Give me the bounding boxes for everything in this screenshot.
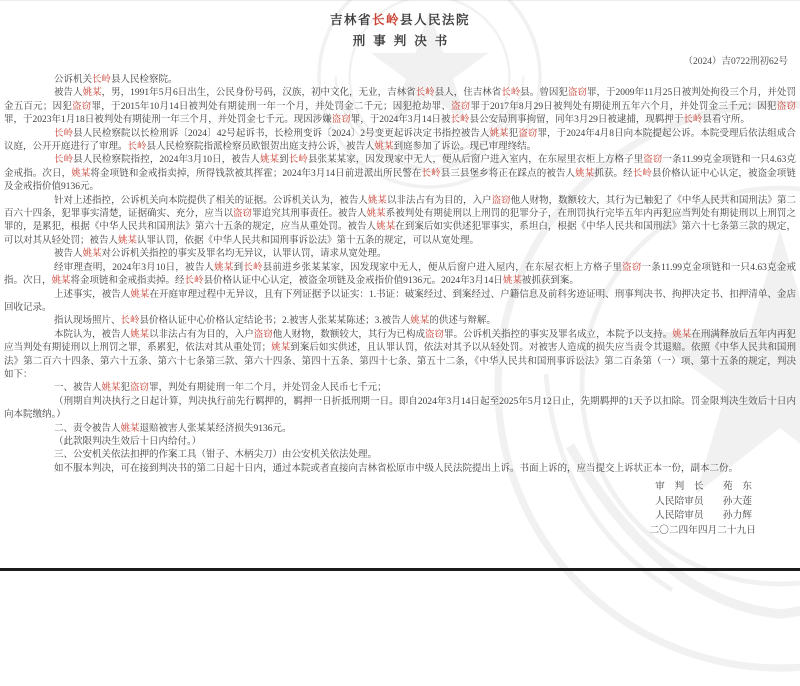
body-paragraph — [4, 128, 796, 155]
highlighted-term: 姚某 — [82, 249, 102, 260]
highlighted-term: 姚某 — [130, 329, 150, 340]
judgment-date: 二〇二四年四月二十九日 — [649, 524, 756, 536]
text-run: 县人民检察院指控，2024年3月10日，被告人 — [73, 155, 260, 166]
highlighted-term: 盗窃 — [233, 209, 253, 220]
body-paragraph — [4, 289, 796, 316]
text-run: 县价格认证中心认定，被盗金项链及金戒指价值9136元。 — [4, 168, 796, 193]
text-run: 针对上述指控，公诉机关向本院提供了相关的证据。公诉机关认为，被告人 — [54, 195, 368, 206]
text-run: 县人，住吉林省 — [434, 88, 502, 99]
highlighted-term: 盗窃 — [331, 115, 351, 126]
highlighted-term: 长岭 — [501, 88, 521, 99]
text-run: 罪，于2024年4月8日向本院提起公诉。本院受理后依法组成合议庭，公开开庭进行了审理。 — [4, 128, 796, 153]
highlighted-term: 姚某 — [259, 155, 280, 166]
text-run: 县三县堡乡将正在踩点的被告人 — [440, 168, 576, 179]
highlighted-term: 长岭 — [450, 115, 470, 126]
highlighted-term: 姚某 — [271, 343, 291, 354]
text-run: 本院认为，被告人 — [54, 329, 131, 340]
highlighted-term: 姚某 — [374, 142, 394, 153]
text-run: 县价格认证中心认定，被盗金项链及金戒指价值9136元。2024年3月14日 — [203, 276, 503, 287]
text-run: 上述事实，被告人 — [54, 289, 131, 300]
highlighted-term: 长岭 — [683, 115, 703, 126]
case-number: （2024）吉0722刑初62号 — [683, 57, 788, 67]
highlighted-term: 长岭 — [243, 262, 263, 273]
highlighted-term: 长岭 — [120, 316, 140, 327]
body-paragraph — [4, 262, 796, 289]
body-paragraph — [4, 396, 796, 423]
body-paragraph — [4, 449, 796, 462]
text-run: （刑期自判决执行之日起计算，判决执行前先行羁押的，羁押一日折抵刑期一日。即自2024年3月14日起至2025年5月12日止，先期羁押的1天予以扣除。罚金限判决生效后十日内向本院缴纳。） — [4, 396, 796, 421]
body-paragraph — [4, 154, 796, 194]
highlighted-term: 长岭 — [54, 128, 74, 139]
highlighted-term: 长岭 — [632, 168, 652, 179]
doc-title: 刑事判决书 — [352, 34, 456, 48]
text-run: 在刑满释放后五年内再犯应当判处有期徒刑以上刑罚之罪，系累犯，依法对其从重处罚； — [4, 329, 796, 354]
highlighted-term: 姚某 — [502, 276, 522, 287]
text-run: 县人民检察院指派检察员欧银贺出庭支持公诉，被告人 — [146, 142, 375, 153]
highlighted-term: 长岭 — [184, 276, 204, 287]
text-run: 罪追究其刑事责任。被告人 — [252, 209, 367, 220]
text-run: 他人财物，数额较大，其行为已构成 — [272, 329, 425, 340]
text-run: 到 — [233, 262, 244, 273]
text-run: 退赔被害人张某某经济损失9136元。 — [139, 423, 292, 434]
text-run: 被告人 — [54, 249, 83, 260]
text-run: 罪，于2009年11月25日被判处拘役三个月，并处罚金五百元；因犯 — [4, 88, 796, 112]
highlighted-term: 姚某 — [101, 383, 121, 394]
highlighted-term: 姚某 — [214, 262, 234, 273]
body-paragraph — [4, 248, 796, 261]
highlighted-term: 盗窃 — [253, 329, 273, 340]
highlighted-term: 盗窃 — [130, 383, 150, 394]
text-run: 将金项链和金戒指卖掉。经 — [70, 276, 185, 287]
text-run: 罪于2017年8月29日被判处有期徒刑五年六个月，并处罚金三千元；因犯 — [470, 101, 777, 112]
highlighted-term: 姚某 — [51, 276, 71, 287]
court-name — [4, 10, 796, 28]
highlighted-term: 长岭 — [421, 168, 441, 179]
text-run: 罪，判处有期徒刑一年二个月，并处罚金人民币七千元； — [149, 383, 387, 394]
text-run: 县。曾因犯 — [520, 88, 568, 99]
highlighted-term: 姚某 — [118, 235, 138, 246]
text-run: 经审理查明，2024年3月10日，被告人 — [54, 262, 215, 273]
highlighted-term: 盗窃 — [451, 101, 471, 112]
text-run: 县人民检察院以长检刑诉〔2024〕42号起诉书，长检刑变诉〔2024〕2号变更起诉决定书指控被告人 — [73, 128, 490, 139]
body-paragraph — [4, 436, 796, 449]
highlighted-term: 盗窃 — [518, 128, 538, 139]
text-run: 指认现场照片、 — [54, 316, 121, 327]
highlighted-term: 姚某 — [410, 316, 430, 327]
highlighted-term: 姚某 — [376, 222, 396, 233]
signature-line: 人民陪审员 孙力辉 — [655, 510, 752, 522]
text-run: 被抓获到案。 — [521, 276, 579, 287]
highlighted-term: 姚某 — [672, 329, 692, 340]
text-run: 的供述与辩解。 — [429, 316, 496, 327]
highlighted-term: 盗窃 — [776, 101, 796, 112]
signature-line: 人民陪审员 孙大莲 — [655, 495, 752, 507]
text-run: 犯 — [508, 128, 519, 139]
text-run: 县前进乡张某某家，因发现家中无人，便从后窗户进入屋内，在东屋衣柜上方格子里 — [262, 262, 623, 273]
highlighted-term: 姚某 — [575, 168, 595, 179]
highlighted-term: 长岭 — [288, 155, 308, 166]
highlighted-term: 姚某 — [120, 423, 140, 434]
text-run: 以非法占有为目的，入户 — [386, 195, 492, 206]
signature-block — [4, 480, 796, 524]
body-paragraph — [4, 423, 796, 436]
highlighted-term: 盗窃 — [643, 155, 663, 166]
signature-line: 审 判 长 苑 东 — [655, 481, 752, 493]
text-run: ，男，1991年5月6日出生，公民身份号码，汉族，初中文化，无业，吉林省 — [101, 88, 416, 99]
highlighted-term: 姚某 — [82, 88, 102, 99]
text-run: 在到案后如实供述犯罪事实，系坦白，根据《中华人民共和国刑法》第六十七条第三款的规定，可以对其从轻处罚；被告人 — [4, 222, 796, 246]
text-run: 一条11.99克金项链和一只4.63克金戒指。次日， — [4, 262, 796, 287]
highlighted-term: 长岭 — [54, 155, 74, 166]
text-run: 吉林省 — [329, 13, 372, 27]
body-paragraph — [4, 195, 796, 249]
body-paragraph — [4, 87, 796, 127]
text-run: 县价格认证中心价格认定结论书；2.被害人张某某陈述；3.被告人 — [139, 316, 411, 327]
text-run: 罪，于2024年3月14日被 — [350, 115, 451, 126]
body-paragraph — [4, 463, 796, 476]
text-run: 抓获。经 — [594, 168, 633, 179]
text-run: 系被判处有期徒刑以上刑罚的犯罪分子，在刑罚执行完毕五年内再犯应当判处有期徒刑以上刑罚之罪的，是累犯，根据《中华人民共和国刑法》第六十五条的规定，应当从重处罚。被告人 — [4, 209, 796, 233]
highlighted-term: 姚某 — [367, 195, 387, 206]
body-paragraph — [4, 74, 796, 87]
text-run: 到案后如实供述，且认罪认罚，依法对其予以从轻处罚。对被害人造成的损失应当责令其退赔。依照《中华人民共和国刑法》第二百六十四条、第六十五条、第六十七条第三款、第六十四条、第四十五条、第四十七条、第五十二条，《中华人民共和国刑事诉讼法》第二百条第（一）项、第十五条的规定，判决如下： — [4, 343, 796, 380]
text-run: 在开庭审理过程中无异议，且有下列证据予以证实：1.书证：破案经过、到案经过、户籍信息及前科劣迹证明、刑事判决书、拘押决定书、扣押清单、金店回收记录。 — [4, 289, 796, 313]
text-run: 一条11.99克金项链和一只4.63克金戒指。次日， — [4, 155, 796, 179]
text-run: 县看守所。 — [702, 115, 750, 126]
highlighted-term: 盗窃 — [622, 262, 642, 273]
body-paragraph — [4, 382, 796, 395]
text-run: 犯 — [120, 383, 131, 394]
text-run: 县公安局刑事拘留，同年3月29日被逮捕，现羁押于 — [469, 115, 684, 126]
text-run: 到 — [279, 155, 289, 166]
highlighted-term: 长岭 — [415, 88, 435, 99]
highlighted-term: 长岭 — [92, 75, 112, 85]
text-run: 罪。公诉机关指控的事实及罪名成立，本院予以支持。 — [444, 329, 673, 340]
body-paragraph — [4, 315, 796, 328]
text-run: 二、责令被告人 — [54, 423, 121, 434]
text-run: 罪，于2015年10月14日被判处有期徒刑一年一个月，并处罚金二千元；因犯抢劫罪、 — [91, 101, 452, 112]
text-run: 县人民检察院。 — [111, 75, 178, 85]
text-run: 县张某某家，因发现家中无人，便从后窗户进入室内，在东屋里衣柜上方格子里 — [307, 155, 644, 166]
text-run: 县人民法院 — [400, 13, 471, 27]
highlighted-term: 盗窃 — [491, 195, 511, 206]
highlighted-term: 姚某 — [130, 289, 150, 300]
text-run: 到庭参加了诉讼。现已审理终结。 — [393, 142, 537, 153]
body-paragraph — [4, 329, 796, 383]
text-run: 一、被告人 — [54, 383, 102, 394]
text-run: 三、公安机关依法扣押的作案工具（钳子、木柄尖刀）由公安机关依法处理。 — [54, 450, 378, 461]
text-run: 认罪认罚，依据《中华人民共和国刑事诉讼法》第十五条的规定，可以从宽处理。 — [137, 235, 480, 246]
document-body — [4, 74, 796, 476]
text-run: （此款限判决生效后十日内给付。） — [54, 436, 202, 447]
highlighted-term: 盗窃 — [72, 101, 92, 112]
highlighted-term: 长岭 — [371, 13, 400, 27]
text-run: 以非法占有为目的，入户 — [149, 329, 254, 340]
text-run: 对公诉机关指控的事实及罪名均无异议，认罪认罚，请求从宽处理。 — [101, 249, 387, 260]
text-run: 如不服本判决，可在接到判决书的第二日起十日内，通过本院或者直接向吉林省松原市中级人民法院提出上诉。书面上诉的，应当提交上诉状正本一份，副本二份。 — [54, 463, 739, 474]
text-run: 公诉机关 — [54, 75, 93, 85]
text-run: 罪，于2023年1月18日被判处有期徒刑一年三个月，并处罚金七千元。现因涉嫌 — [4, 115, 332, 126]
highlighted-term: 长岭 — [127, 142, 147, 153]
highlighted-term: 姚某 — [366, 209, 386, 220]
highlighted-term: 姚某 — [71, 168, 91, 179]
text-run: 他人财物，数额较大，其行为已触犯了《中华人民共和国刑法》第二百六十四条，犯罪事实清楚，证据确实、充分，应当以 — [4, 195, 796, 220]
text-run: 被告人 — [54, 88, 83, 99]
highlighted-term: 盗窃 — [424, 329, 444, 340]
text-run: 将金项链和金戒指卖掉，所得钱款被其挥霍；2024年3月14日前进派出所民警在 — [90, 168, 422, 179]
highlighted-term: 姚某 — [489, 128, 509, 139]
highlighted-term: 盗窃 — [567, 88, 587, 99]
